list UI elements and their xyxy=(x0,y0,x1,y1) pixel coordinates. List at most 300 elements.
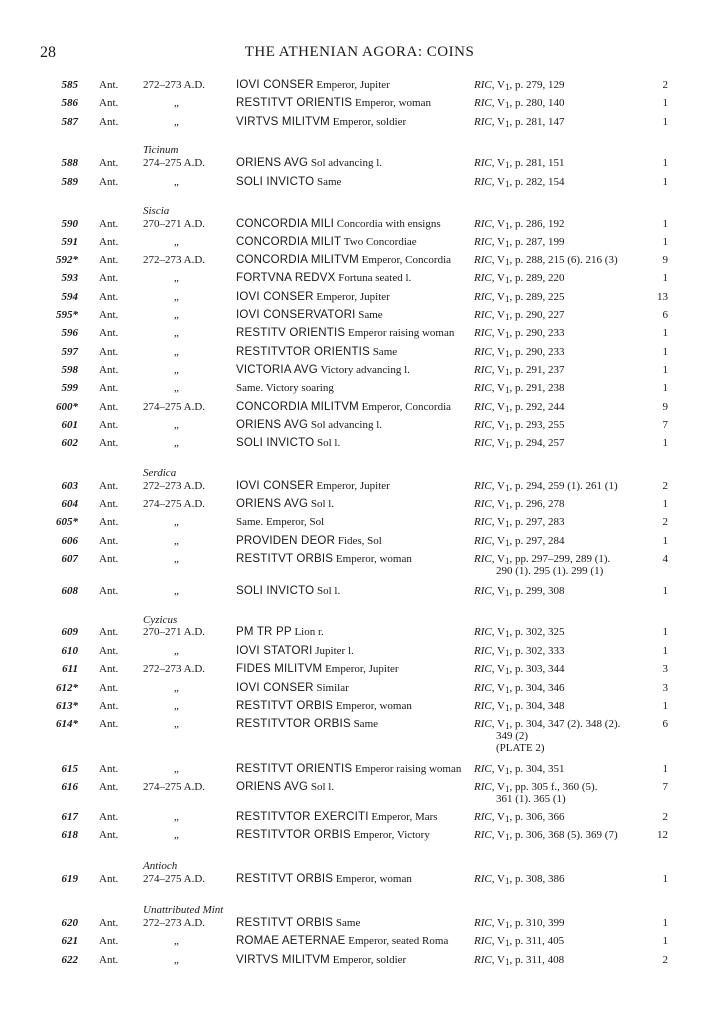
ref-page: p. 304, 348 xyxy=(514,700,565,712)
ref-volume-sub: 1 xyxy=(504,685,510,695)
reference: RIC, $V_1$, p. 279, 129 xyxy=(474,79,565,92)
reverse-description: Emperor, Concordia xyxy=(361,254,452,266)
coin-count: 9 xyxy=(662,254,668,266)
reference: RIC, $V_1$, p. 310, 399 xyxy=(474,917,565,930)
ref-ric: RIC xyxy=(474,626,492,638)
ref-page: p. 289, 225 xyxy=(514,291,565,303)
date: „ xyxy=(174,718,179,730)
catalogue-number: 608 xyxy=(61,585,78,597)
reference: RIC, $V_1$, p. 304, 346 xyxy=(474,682,565,695)
ref-ric: RIC xyxy=(474,682,492,694)
ref-volume-sub: 1 xyxy=(504,257,510,267)
denomination: Ant. xyxy=(99,516,119,528)
reverse-type xyxy=(236,382,334,395)
ref-ric: RIC xyxy=(474,763,492,775)
ref-page: p. 291, 237 xyxy=(514,364,565,376)
denomination: Ant. xyxy=(99,176,119,188)
catalogue-number: 610 xyxy=(61,645,78,657)
ref-page: p. 290, 233 xyxy=(514,346,565,358)
denomination: Ant. xyxy=(99,97,119,109)
reverse-description: Jupiter l. xyxy=(315,645,354,657)
catalogue-number: 596 xyxy=(61,327,78,339)
reverse-legend: ORIENS AVG xyxy=(236,419,309,431)
reverse-description: Same. Victory soaring xyxy=(236,382,334,394)
ref-ric: RIC xyxy=(474,553,492,565)
catalogue-number: 619 xyxy=(61,873,78,885)
ref-volume-sub: 1 xyxy=(504,876,510,886)
mint-heading: Unattributed Mint xyxy=(143,904,224,916)
coin-count: 1 xyxy=(662,272,668,284)
denomination: Ant. xyxy=(99,327,119,339)
catalogue-number: 621 xyxy=(61,935,78,947)
denomination: Ant. xyxy=(99,585,119,597)
ref-page: p. 289, 220 xyxy=(514,272,565,284)
reference: RIC, $V_1$, p. 304, 348 xyxy=(474,700,565,713)
reverse-type xyxy=(236,272,411,285)
reverse-type xyxy=(236,254,451,267)
reference: RIC, $V_1$, p. 286, 192 xyxy=(474,218,565,231)
denomination: Ant. xyxy=(99,873,119,885)
date: „ xyxy=(174,437,179,449)
date: 272–273 A.D. xyxy=(143,254,206,266)
ref-page: p. 296, 278 xyxy=(514,498,565,510)
ref-ric: RIC xyxy=(474,419,492,431)
coin-count: 1 xyxy=(662,535,668,547)
catalogue-number: 606 xyxy=(61,535,78,547)
reverse-description: Emperor, Jupiter xyxy=(325,663,399,675)
coin-count: 2 xyxy=(662,954,668,966)
ref-volume-sub: 1 xyxy=(504,648,510,658)
catalogue-number: 594 xyxy=(61,291,78,303)
date: „ xyxy=(174,811,179,823)
denomination: Ant. xyxy=(99,419,119,431)
date: „ xyxy=(174,116,179,128)
reverse-description: Emperor, Concordia xyxy=(361,401,452,413)
reference: RIC, $V_1$, p. 306, 366 xyxy=(474,811,565,824)
catalogue-number: 600* xyxy=(56,401,78,413)
reverse-type xyxy=(236,954,406,967)
catalogue-number: 614* xyxy=(56,718,78,730)
reference: RIC, $V_1$, p. 297, 284 xyxy=(474,535,565,548)
reverse-type xyxy=(236,811,438,824)
denomination: Ant. xyxy=(99,254,119,266)
coin-count: 1 xyxy=(662,763,668,775)
reverse-legend: CONCORDIA MILI xyxy=(236,218,335,230)
coin-count: 1 xyxy=(662,498,668,510)
coin-count: 2 xyxy=(662,79,668,91)
ref-page: p. 292, 244 xyxy=(514,401,565,413)
ref-ric: RIC xyxy=(474,176,492,188)
reverse-type xyxy=(236,291,390,304)
reference: RIC, $V_1$, p. 296, 278 xyxy=(474,498,565,511)
reference: RIC, $V_1$, p. 297, 283 xyxy=(474,516,565,529)
reverse-legend: RESTITVT ORIENTIS xyxy=(236,763,353,775)
reverse-description: Fortuna seated l. xyxy=(338,272,412,284)
ref-volume-sub: 1 xyxy=(504,938,510,948)
reverse-type xyxy=(236,401,451,414)
coin-count: 9 xyxy=(662,401,668,413)
coin-count: 3 xyxy=(662,663,668,675)
reverse-legend: CONCORDIA MILIT xyxy=(236,236,342,248)
reverse-legend: CONCORDIA MILITVM xyxy=(236,254,359,266)
ref-ric: RIC xyxy=(474,254,492,266)
ref-page: p. 281, 147 xyxy=(514,116,565,128)
reverse-legend: SOLI INVICTO xyxy=(236,176,315,188)
reverse-description: Victory advancing l. xyxy=(320,364,410,376)
denomination: Ant. xyxy=(99,718,119,730)
ref-ric: RIC xyxy=(474,437,492,449)
ref-page: p. 294, 259 (1). 261 (1) xyxy=(514,480,618,492)
catalogue-number: 595* xyxy=(56,309,78,321)
reverse-type xyxy=(236,682,349,695)
date: 270–271 A.D. xyxy=(143,626,206,638)
reverse-legend: RESTITVT ORBIS xyxy=(236,700,334,712)
date: „ xyxy=(174,829,179,841)
reverse-type xyxy=(236,663,399,676)
ref-volume-sub: 1 xyxy=(504,239,510,249)
ref-page: p. 311, 405 xyxy=(514,935,565,947)
reverse-legend: ROMAE AETERNAE xyxy=(236,935,346,947)
reverse-description: Same. Emperor, Sol xyxy=(236,516,325,528)
ref-volume-sub: 1 xyxy=(504,160,510,170)
coin-count: 1 xyxy=(662,873,668,885)
reference: RIC, $V_1$, p. 281, 151 xyxy=(474,157,565,170)
date: 272–273 A.D. xyxy=(143,480,206,492)
reference: RIC, $V_1$, p. 311, 408 xyxy=(474,954,565,967)
reverse-legend: FORTVNA REDVX xyxy=(236,272,336,284)
reverse-legend: RESTITVTOR ORBIS xyxy=(236,829,351,841)
catalogue-number: 587 xyxy=(61,116,78,128)
date: 274–275 A.D. xyxy=(143,498,206,510)
reverse-type xyxy=(236,498,334,511)
date: „ xyxy=(174,419,179,431)
reverse-legend: CONCORDIA MILITVM xyxy=(236,401,359,413)
reverse-description: Lion r. xyxy=(294,626,324,638)
reverse-legend: PM TR PP xyxy=(236,626,292,638)
ref-volume-sub: 1 xyxy=(504,721,510,731)
ref-page: p. 304, 346 xyxy=(514,682,565,694)
reference: RIC, $V_1$, p. 294, 259 (1). 261 (1) xyxy=(474,480,618,493)
catalogue-number: 609 xyxy=(61,626,78,638)
ref-ric: RIC xyxy=(474,327,492,339)
ref-ric: RIC xyxy=(474,718,492,730)
coin-count: 6 xyxy=(662,718,668,730)
date: „ xyxy=(174,291,179,303)
reverse-type xyxy=(236,157,382,170)
reverse-type xyxy=(236,97,431,110)
ref-ric: RIC xyxy=(474,811,492,823)
denomination: Ant. xyxy=(99,364,119,376)
reverse-description: Emperor, woman xyxy=(355,97,431,109)
catalogue-number: 599 xyxy=(61,382,78,394)
date: 272–273 A.D. xyxy=(143,917,206,929)
denomination: Ant. xyxy=(99,553,119,565)
denomination: Ant. xyxy=(99,954,119,966)
catalogue-number: 590 xyxy=(61,218,78,230)
denomination: Ant. xyxy=(99,309,119,321)
ref-volume-sub: 1 xyxy=(504,556,510,566)
mint-heading: Ticinum xyxy=(143,144,179,156)
catalogue-number: 612* xyxy=(56,682,78,694)
reference-continuation-text: 290 (1). 295 (1). 299 (1) xyxy=(496,565,604,577)
reverse-type xyxy=(236,480,390,493)
ref-ric: RIC xyxy=(474,535,492,547)
ref-volume-sub: 1 xyxy=(504,82,510,92)
reverse-description: Emperor, woman xyxy=(335,700,412,712)
denomination: Ant. xyxy=(99,272,119,284)
reverse-type xyxy=(236,829,430,842)
coin-count: 1 xyxy=(662,700,668,712)
ref-volume-sub: 1 xyxy=(504,440,510,450)
reverse-description: Fides, Sol xyxy=(337,535,382,547)
catalogue-number: 593 xyxy=(61,272,78,284)
date: „ xyxy=(174,682,179,694)
ref-page: p. 282, 154 xyxy=(514,176,565,188)
reverse-type xyxy=(236,116,406,129)
reverse-type xyxy=(236,309,383,322)
ref-page: p. 308, 386 xyxy=(514,873,565,885)
ref-volume-sub: 1 xyxy=(504,814,510,824)
coin-count: 12 xyxy=(657,829,668,841)
coin-count: 1 xyxy=(662,157,668,169)
ref-page: p. 290, 233 xyxy=(514,327,565,339)
reverse-legend: RESTITVT ORBIS xyxy=(236,917,334,929)
coin-count: 1 xyxy=(662,935,668,947)
ref-ric: RIC xyxy=(474,116,492,128)
catalogue-number: 611 xyxy=(62,663,78,675)
ref-volume-sub: 1 xyxy=(504,519,510,529)
ref-page: p. 302, 333 xyxy=(514,645,565,657)
ref-volume-sub: 1 xyxy=(504,629,510,639)
reverse-description: Emperor raising woman xyxy=(348,327,455,339)
ref-volume-sub: 1 xyxy=(504,367,510,377)
ref-volume-sub: 1 xyxy=(504,501,510,511)
ref-volume-sub: 1 xyxy=(504,100,510,110)
date: „ xyxy=(174,954,179,966)
reverse-type xyxy=(236,236,417,249)
reference: RIC, $V_1$, p. 288, 215 (6). 216 (3) xyxy=(474,254,618,267)
coin-count: 1 xyxy=(662,917,668,929)
denomination: Ant. xyxy=(99,663,119,675)
coin-count: 3 xyxy=(662,682,668,694)
denomination: Ant. xyxy=(99,218,119,230)
date: „ xyxy=(174,645,179,657)
reverse-legend: RESTITV ORIENTIS xyxy=(236,327,346,339)
reverse-legend: VICTORIA AVG xyxy=(236,364,318,376)
coin-count: 4 xyxy=(662,553,668,565)
date: „ xyxy=(174,346,179,358)
denomination: Ant. xyxy=(99,157,119,169)
ref-volume-sub: 1 xyxy=(504,588,510,598)
reference: RIC, $V_1$, p. 291, 238 xyxy=(474,382,565,395)
reverse-type xyxy=(236,327,454,340)
reverse-type xyxy=(236,718,378,731)
reference: RIC, $V_1$, p. 293, 255 xyxy=(474,419,565,432)
ref-volume-sub: 1 xyxy=(504,766,510,776)
ref-page: p. 294, 257 xyxy=(514,437,565,449)
reverse-type xyxy=(236,218,441,231)
reverse-type xyxy=(236,516,324,529)
coin-count: 2 xyxy=(662,811,668,823)
catalogue-number: 617 xyxy=(61,811,78,823)
ref-volume-sub: 1 xyxy=(504,349,510,359)
coin-count: 13 xyxy=(657,291,668,303)
date: „ xyxy=(174,763,179,775)
ref-ric: RIC xyxy=(474,516,492,528)
reverse-legend: SOLI INVICTO xyxy=(236,585,315,597)
coin-count: 2 xyxy=(662,516,668,528)
reverse-type xyxy=(236,419,382,432)
reverse-description: Two Concordiae xyxy=(343,236,417,248)
ref-ric: RIC xyxy=(474,873,492,885)
date: 272–273 A.D. xyxy=(143,79,206,91)
denomination: Ant. xyxy=(99,917,119,929)
denomination: Ant. xyxy=(99,700,119,712)
coin-count: 2 xyxy=(662,480,668,492)
ref-page: p. 287, 199 xyxy=(514,236,565,248)
reverse-description: Same xyxy=(353,718,379,730)
date: 274–275 A.D. xyxy=(143,781,206,793)
reverse-legend: RESTITVT ORIENTIS xyxy=(236,97,353,109)
ref-ric: RIC xyxy=(474,346,492,358)
reverse-legend: RESTITVTOR EXERCITI xyxy=(236,811,369,823)
reverse-description: Emperor, soldier xyxy=(332,116,407,128)
ref-page: p. 279, 129 xyxy=(514,79,565,91)
ref-page: p. 310, 399 xyxy=(514,917,565,929)
ref-ric: RIC xyxy=(474,498,492,510)
ref-ric: RIC xyxy=(474,236,492,248)
reverse-type xyxy=(236,935,448,948)
reverse-type xyxy=(236,763,461,776)
ref-ric: RIC xyxy=(474,97,492,109)
date: „ xyxy=(174,327,179,339)
reverse-description: Sol advancing l. xyxy=(310,419,383,431)
reverse-legend: IOVI STATORI xyxy=(236,645,313,657)
page-number: 28 xyxy=(40,44,56,61)
reverse-legend: RESTITVT ORBIS xyxy=(236,873,334,885)
ref-ric: RIC xyxy=(474,663,492,675)
coin-count: 1 xyxy=(662,218,668,230)
ref-volume-sub: 1 xyxy=(504,957,510,967)
coin-count: 1 xyxy=(662,97,668,109)
reverse-type xyxy=(236,79,390,92)
reverse-description: Emperor, Jupiter xyxy=(316,79,390,91)
catalogue-number: 601 xyxy=(61,419,78,431)
reverse-description: Same xyxy=(358,309,383,321)
ref-page: p. 304, 347 (2). 348 (2). xyxy=(514,718,621,730)
ref-ric: RIC xyxy=(474,218,492,230)
date: „ xyxy=(174,176,179,188)
catalogue-number: 616 xyxy=(61,781,78,793)
reference: RIC, $V_1$, p. 311, 405 xyxy=(474,935,565,948)
denomination: Ant. xyxy=(99,829,119,841)
ref-volume-sub: 1 xyxy=(504,832,510,842)
ref-ric: RIC xyxy=(474,917,492,929)
catalogue-number: 620 xyxy=(61,917,78,929)
reference: RIC, $V_1$, p. 291, 237 xyxy=(474,364,565,377)
catalogue-number: 598 xyxy=(61,364,78,376)
reference: RIC, $V_1$, pp. 305 f., 360 (5). xyxy=(474,781,598,794)
coin-count: 1 xyxy=(662,327,668,339)
ref-volume-sub: 1 xyxy=(504,330,510,340)
catalogue-number: 588 xyxy=(61,157,78,169)
denomination: Ant. xyxy=(99,645,119,657)
reverse-legend: VIRTVS MILITVM xyxy=(236,954,330,966)
reverse-description: Emperor, Jupiter xyxy=(316,480,390,492)
catalogue-number: 605* xyxy=(56,516,78,528)
coin-count: 1 xyxy=(662,626,668,638)
reverse-description: Sol advancing l. xyxy=(310,157,383,169)
ref-page: p. 280, 140 xyxy=(514,97,565,109)
ref-page: p. 302, 325 xyxy=(514,626,565,638)
catalogue-number: 603 xyxy=(61,480,78,492)
reverse-description: Sol l. xyxy=(310,498,335,510)
reverse-legend: IOVI CONSER xyxy=(236,480,314,492)
coin-count: 1 xyxy=(662,346,668,358)
ref-ric: RIC xyxy=(474,79,492,91)
reference: RIC, $V_1$, p. 308, 386 xyxy=(474,873,565,886)
reverse-type xyxy=(236,917,360,930)
reference: RIC, $V_1$, p. 289, 220 xyxy=(474,272,565,285)
ref-page: p. 297, 283 xyxy=(514,516,565,528)
catalogue-number: 622 xyxy=(61,954,78,966)
reverse-description: Similar xyxy=(316,682,349,694)
ref-ric: RIC xyxy=(474,309,492,321)
reverse-description: Same xyxy=(372,346,398,358)
reverse-description: Emperor, Mars xyxy=(371,811,438,823)
reference: RIC, $V_1$, p. 280, 140 xyxy=(474,97,565,110)
denomination: Ant. xyxy=(99,498,119,510)
coin-count: 7 xyxy=(662,419,668,431)
denomination: Ant. xyxy=(99,811,119,823)
coin-count: 7 xyxy=(662,781,668,793)
reverse-legend: PROVIDEN DEOR xyxy=(236,535,336,547)
ref-volume-sub: 1 xyxy=(504,404,510,414)
reverse-description: Emperor, woman xyxy=(335,553,412,565)
catalogue-number: 604 xyxy=(61,498,78,510)
denomination: Ant. xyxy=(99,535,119,547)
ref-page: p. 297, 284 xyxy=(514,535,565,547)
ref-ric: RIC xyxy=(474,291,492,303)
ref-volume-sub: 1 xyxy=(504,294,510,304)
denomination: Ant. xyxy=(99,763,119,775)
date: „ xyxy=(174,516,179,528)
catalogue-number: 592* xyxy=(56,254,78,266)
mint-heading: Antioch xyxy=(143,860,178,872)
date: 274–275 A.D. xyxy=(143,157,206,169)
ref-volume-sub: 1 xyxy=(504,385,510,395)
reverse-type xyxy=(236,535,382,548)
ref-ric: RIC xyxy=(474,585,492,597)
ref-page: p. 291, 238 xyxy=(514,382,565,394)
date: 272–273 A.D. xyxy=(143,663,206,675)
mint-heading: Siscia xyxy=(143,205,170,217)
mint-heading: Serdica xyxy=(143,467,177,479)
denomination: Ant. xyxy=(99,626,119,638)
reference: RIC, $V_1$, p. 282, 154 xyxy=(474,176,565,189)
ref-ric: RIC xyxy=(474,781,492,793)
ref-page: p. 304, 351 xyxy=(514,763,565,775)
reverse-description: Sol l. xyxy=(310,781,335,793)
ref-ric: RIC xyxy=(474,157,492,169)
reverse-legend: IOVI CONSER xyxy=(236,682,314,694)
date: 274–275 A.D. xyxy=(143,401,206,413)
ref-volume-sub: 1 xyxy=(504,312,510,322)
coin-count: 1 xyxy=(662,116,668,128)
ref-volume-sub: 1 xyxy=(504,483,510,493)
ref-volume-sub: 1 xyxy=(504,703,510,713)
reverse-legend: FIDES MILITVM xyxy=(236,663,323,675)
